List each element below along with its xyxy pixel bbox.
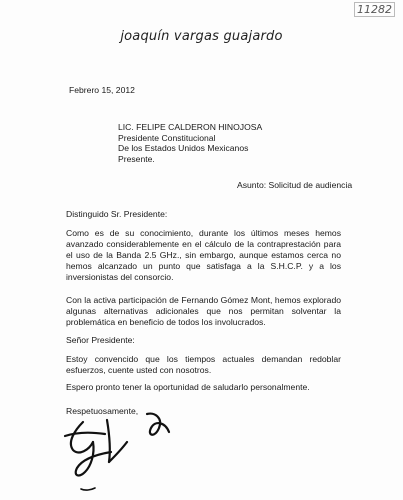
recipient-block <box>118 122 262 164</box>
closing-line: Respetuosamente, <box>66 406 139 416</box>
body-paragraph: Espero pronto tener la oportunidad de saludarlo personalmente. <box>66 382 310 392</box>
salutation: Distinguido Sr. Presidente: <box>66 209 168 219</box>
recipient-line: De los Estados Unidos Mexicanos <box>118 143 249 153</box>
body-paragraph: Como es de su conocimiento, durante los últimos meses hemos avanzado considerablemente en el cálculo de la contraprestación para el uso de la Banda 2.5 GHz., sin embargo, aunque estamos cerca no hemos alcanzado un punto que satisfaga a la S.H.C.P. y a los inversionistas del consorcio. <box>66 228 341 282</box>
reference-number: 11282 <box>354 2 395 17</box>
letter-date: Febrero 15, 2012 <box>69 85 135 95</box>
recipient-line: LIC. FELIPE CALDERON HINOJOSA <box>118 122 263 132</box>
subject-line: Asunto: Solicitud de audiencia <box>237 180 353 190</box>
letterhead-name: joaquín vargas guajardo <box>120 29 283 44</box>
recipient-line: Presidente Constitucional <box>118 132 216 143</box>
body-paragraph: Estoy convencido que los tiempos actuales demandan redoblar esfuerzos, cuente usted con nosotros. <box>66 354 341 375</box>
handwritten-signature <box>55 392 195 492</box>
body-paragraph: Con la activa participación de Fernando Gómez Mont, hemos explorado algunas alternativas adicionales que nos permitan solventar la problemática en beneficio de todos los involucrados. <box>66 295 341 327</box>
second-salutation: Señor Presidente: <box>66 335 135 345</box>
recipient-line: Presente. <box>118 153 155 164</box>
